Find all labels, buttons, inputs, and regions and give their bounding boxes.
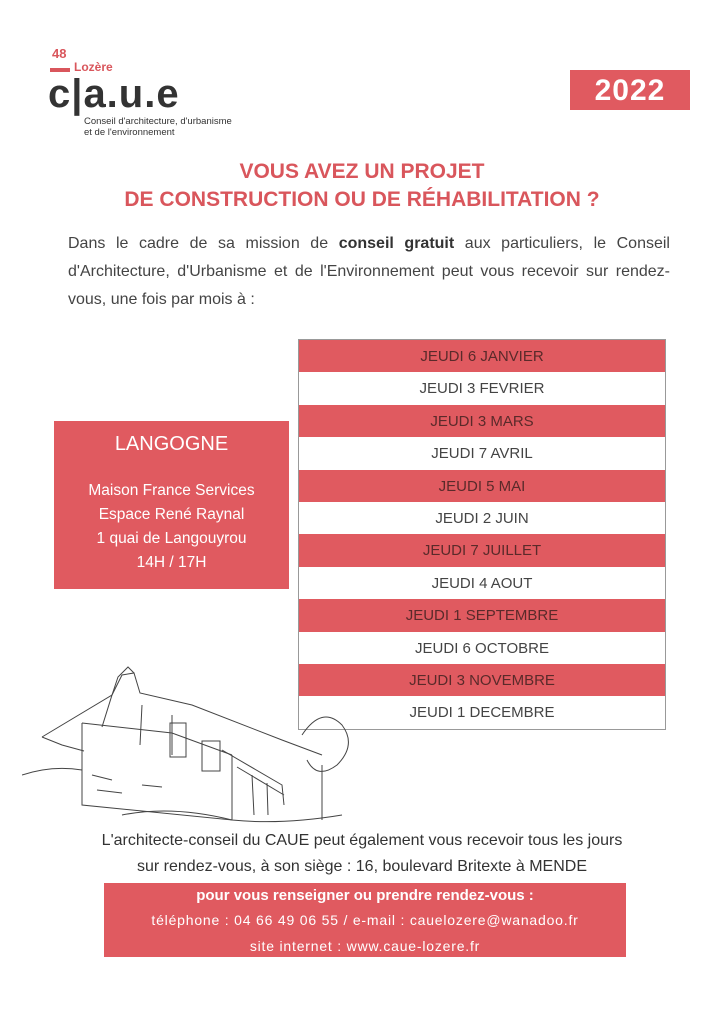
title-line-1: VOUS AVEZ UN PROJET	[239, 160, 485, 183]
house-sketch-illustration	[22, 655, 362, 825]
date-row: JEUDI 1 SEPTEMBRE	[299, 599, 665, 631]
title-line-2: DE CONSTRUCTION OU DE RÉHABILITATION ?	[124, 188, 600, 211]
date-row: JEUDI 6 JANVIER	[299, 340, 665, 372]
date-row: JEUDI 3 FEVRIER	[419, 380, 545, 398]
date-row: JEUDI 7 AVRIL	[431, 445, 533, 463]
headquarters-note: L'architecte-conseil du CAUE peut également vous recevoir tous les jours sur rendez-vous, à son siège : 16, boulevard Britexte à MENDE	[101, 832, 623, 875]
date-row: JEUDI 6 OCTOBRE	[415, 639, 549, 657]
intro-paragraph: Dans le cadre de sa mission de conseil gratuit aux particuliers, le Conseil d'Architecture, d'Urbanisme et de l'Environnement peut vous recevoir sur rendez-vous, une fois par mois à :	[68, 235, 670, 308]
contact-box	[104, 883, 626, 957]
location-box	[54, 421, 289, 589]
caue-logo	[48, 46, 268, 146]
intro-bold: conseil gratuit	[338, 235, 455, 252]
date-row: JEUDI 3 MARS	[299, 405, 665, 437]
logo-region: Lozère	[74, 60, 113, 74]
contact-heading: pour vous renseigner ou prendre rendez-vous :	[196, 887, 534, 904]
logo-tagline: Conseil d'architecture, d'urbanisme et de l'environnement	[84, 116, 232, 138]
location-address: Maison France Services Espace René Raynal 1 quai de Langouyrou 14H / 17H	[54, 479, 289, 575]
page-title	[20, 158, 704, 214]
date-row: JEUDI 7 JUILLET	[299, 534, 665, 566]
location-hours: 14H / 17H	[136, 554, 207, 571]
contact-phone-email: téléphone : 04 66 49 06 55 / e-mail : cauelozere@wanadoo.fr	[151, 912, 579, 928]
dept-number: 48	[52, 46, 67, 61]
date-row: JEUDI 1 DECEMBRE	[409, 704, 555, 722]
location-city: LANGOGNE	[114, 433, 229, 455]
year-badge: 2022	[570, 70, 690, 110]
date-row: JEUDI 5 MAI	[299, 470, 665, 502]
contact-website: site internet : www.caue-lozere.fr	[249, 938, 481, 954]
date-row: JEUDI 4 AOUT	[431, 574, 533, 592]
logo-mark: c|a.u.e	[48, 72, 180, 116]
date-row: JEUDI 3 NOVEMBRE	[299, 664, 665, 696]
date-row: JEUDI 2 JUIN	[435, 509, 529, 527]
